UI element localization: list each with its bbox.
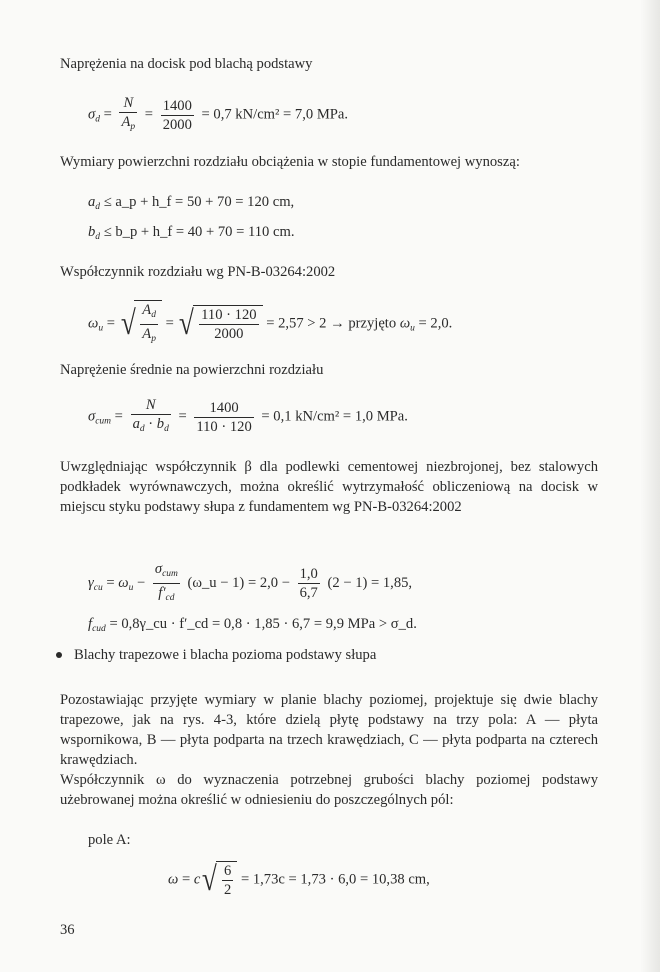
equation-2b: $b_d$ ≤ b_p + h_f = 40 + 70 = 110 cm. — [88, 224, 295, 242]
eq4-den2: 110 · 120 — [196, 418, 252, 435]
paragraph-3: Współczynnik rozdziału wg PN-B-03264:2002 — [60, 264, 336, 280]
eq4-rest: = 0,1 kN/cm² = 1,0 MPa. — [261, 408, 408, 425]
equation-7: ω = c√ $\frac{6}{2}$ = 1,73c = 1,73 · 6,0 = 10,38 cm, — [168, 861, 430, 898]
paragraph-1: Naprężenia na docisk pod blachą podstawy — [60, 56, 313, 72]
eq3-rest: = 2,57 > 2 → przyjęto — [266, 315, 397, 332]
eq4-num2: 1400 — [194, 399, 253, 418]
eq5-num: 1,0 — [299, 566, 318, 582]
page-edge-shadow — [640, 0, 660, 972]
eq3-tail: = 2,0. — [418, 315, 453, 332]
eq5-mid: (ω_u − 1) = 2,0 − — [187, 574, 290, 591]
eq1-num1: N — [119, 94, 137, 113]
eq2b-text: ≤ b_p + h_f = 40 + 70 = 110 cm. — [103, 224, 295, 240]
paragraph-5: Uwzględniając współczynnik β dla podlewki cementowej niezbrojonej, bez stalowych podkładek wyrównawczych, można określić wytrzymałość obliczeniową na docisk w miejscu styku podstawy słupa z fundamentem wg PN-B-03264:2002 — [60, 459, 598, 515]
eq1-sub: p — [130, 122, 136, 132]
eq2a-text: ≤ a_p + h_f = 50 + 70 = 120 cm, — [103, 194, 295, 210]
paragraph-7: Współczynnik ω do wyznaczenia potrzebnej grubości blachy poziomej podstawy użebrowanej można określić w odniesieniu do poszczególnych pól: — [60, 772, 598, 808]
eq3-num: 110 · 120 — [201, 307, 257, 323]
eq5-den: 6,7 — [299, 585, 318, 601]
eq7-num: 6 — [224, 863, 232, 879]
paragraph-6: Pozostawiając przyjęte wymiary w planie blachy poziomej, projektuje się dwie blachy trapezowe, jak na rys. 4-3, które dzielą płytę podstawy na trzy pola: A — płyta wspornikowa, B — płyta podparta na trzech krawędziach, C — płyta podparta na czterech krawędziach. — [60, 692, 598, 768]
paragraph-2: Wymiary powierzchni rozdziału obciążenia w stopie fundamentowej wynoszą: — [60, 154, 520, 170]
eq7-den: 2 — [224, 882, 232, 898]
page-number: 36 — [60, 922, 75, 938]
eq1-rest: = 0,7 kN/cm² = 7,0 MPa. — [201, 106, 349, 123]
equation-1: $\sigma_d$ = $\frac{N}{A_p}$ = $\frac{1400}{2000}$ = 0,7 kN/cm² = 7,0 MPa. — [88, 95, 349, 133]
eq7-rest: = 1,73c = 1,73 · 6,0 = 10,38 cm, — [240, 871, 430, 888]
eq1-den1: A — [121, 114, 131, 130]
bullet-icon — [56, 652, 62, 658]
eq3-den: 2000 — [214, 326, 244, 342]
equation-2a: $a_d$ ≤ a_p + h_f = 50 + 70 = 120 cm, — [88, 194, 295, 212]
eq5-rest: (2 − 1) = 1,85, — [327, 574, 413, 591]
equation-6: $f_{cud}$ = 0,8γ_cu · f′_cd = 0,8 · 1,85 · 6,7 = 9,9 MPa > σ_d. — [88, 616, 417, 634]
eq1-num2: 1400 — [162, 97, 192, 114]
paragraph-4: Naprężenie średnie na powierzchni rozdziału — [60, 362, 324, 378]
eq1-den2: 2000 — [162, 116, 192, 133]
equation-4: $\sigma_{cum}$ = $\frac{N}{a_d \cdot b_d}$ = $\frac{1400}{110 \cdot 120}$ = 0,1 kN/cm² = 1,0 MPa. — [88, 397, 408, 435]
section-heading: Blachy trapezowe i blacha pozioma podstawy słupa — [74, 647, 377, 663]
pole-label: pole A: — [88, 832, 131, 848]
equation-5: $\gamma_{cu} = \omega_u$ − $\frac{\sigma_{cum}}{f'_{cd}}$ (ω_u − 1) = 2,0 − $\frac{1,0}{6,7}$ (2 − 1) = 1,85, — [88, 561, 413, 603]
eq6-text: = 0,8γ_cu · f′_cd = 0,8 · 1,85 · 6,7 = 9,9 MPa > σ_d. — [109, 616, 417, 632]
equation-3: $\omega_u$ = √ $\frac{A_d}{A_p}$ = √ $\frac{110 \cdot 120}{2000}$ = 2,57 > 2 → przyjęto $\omega_u = 2,0$. — [88, 300, 452, 348]
